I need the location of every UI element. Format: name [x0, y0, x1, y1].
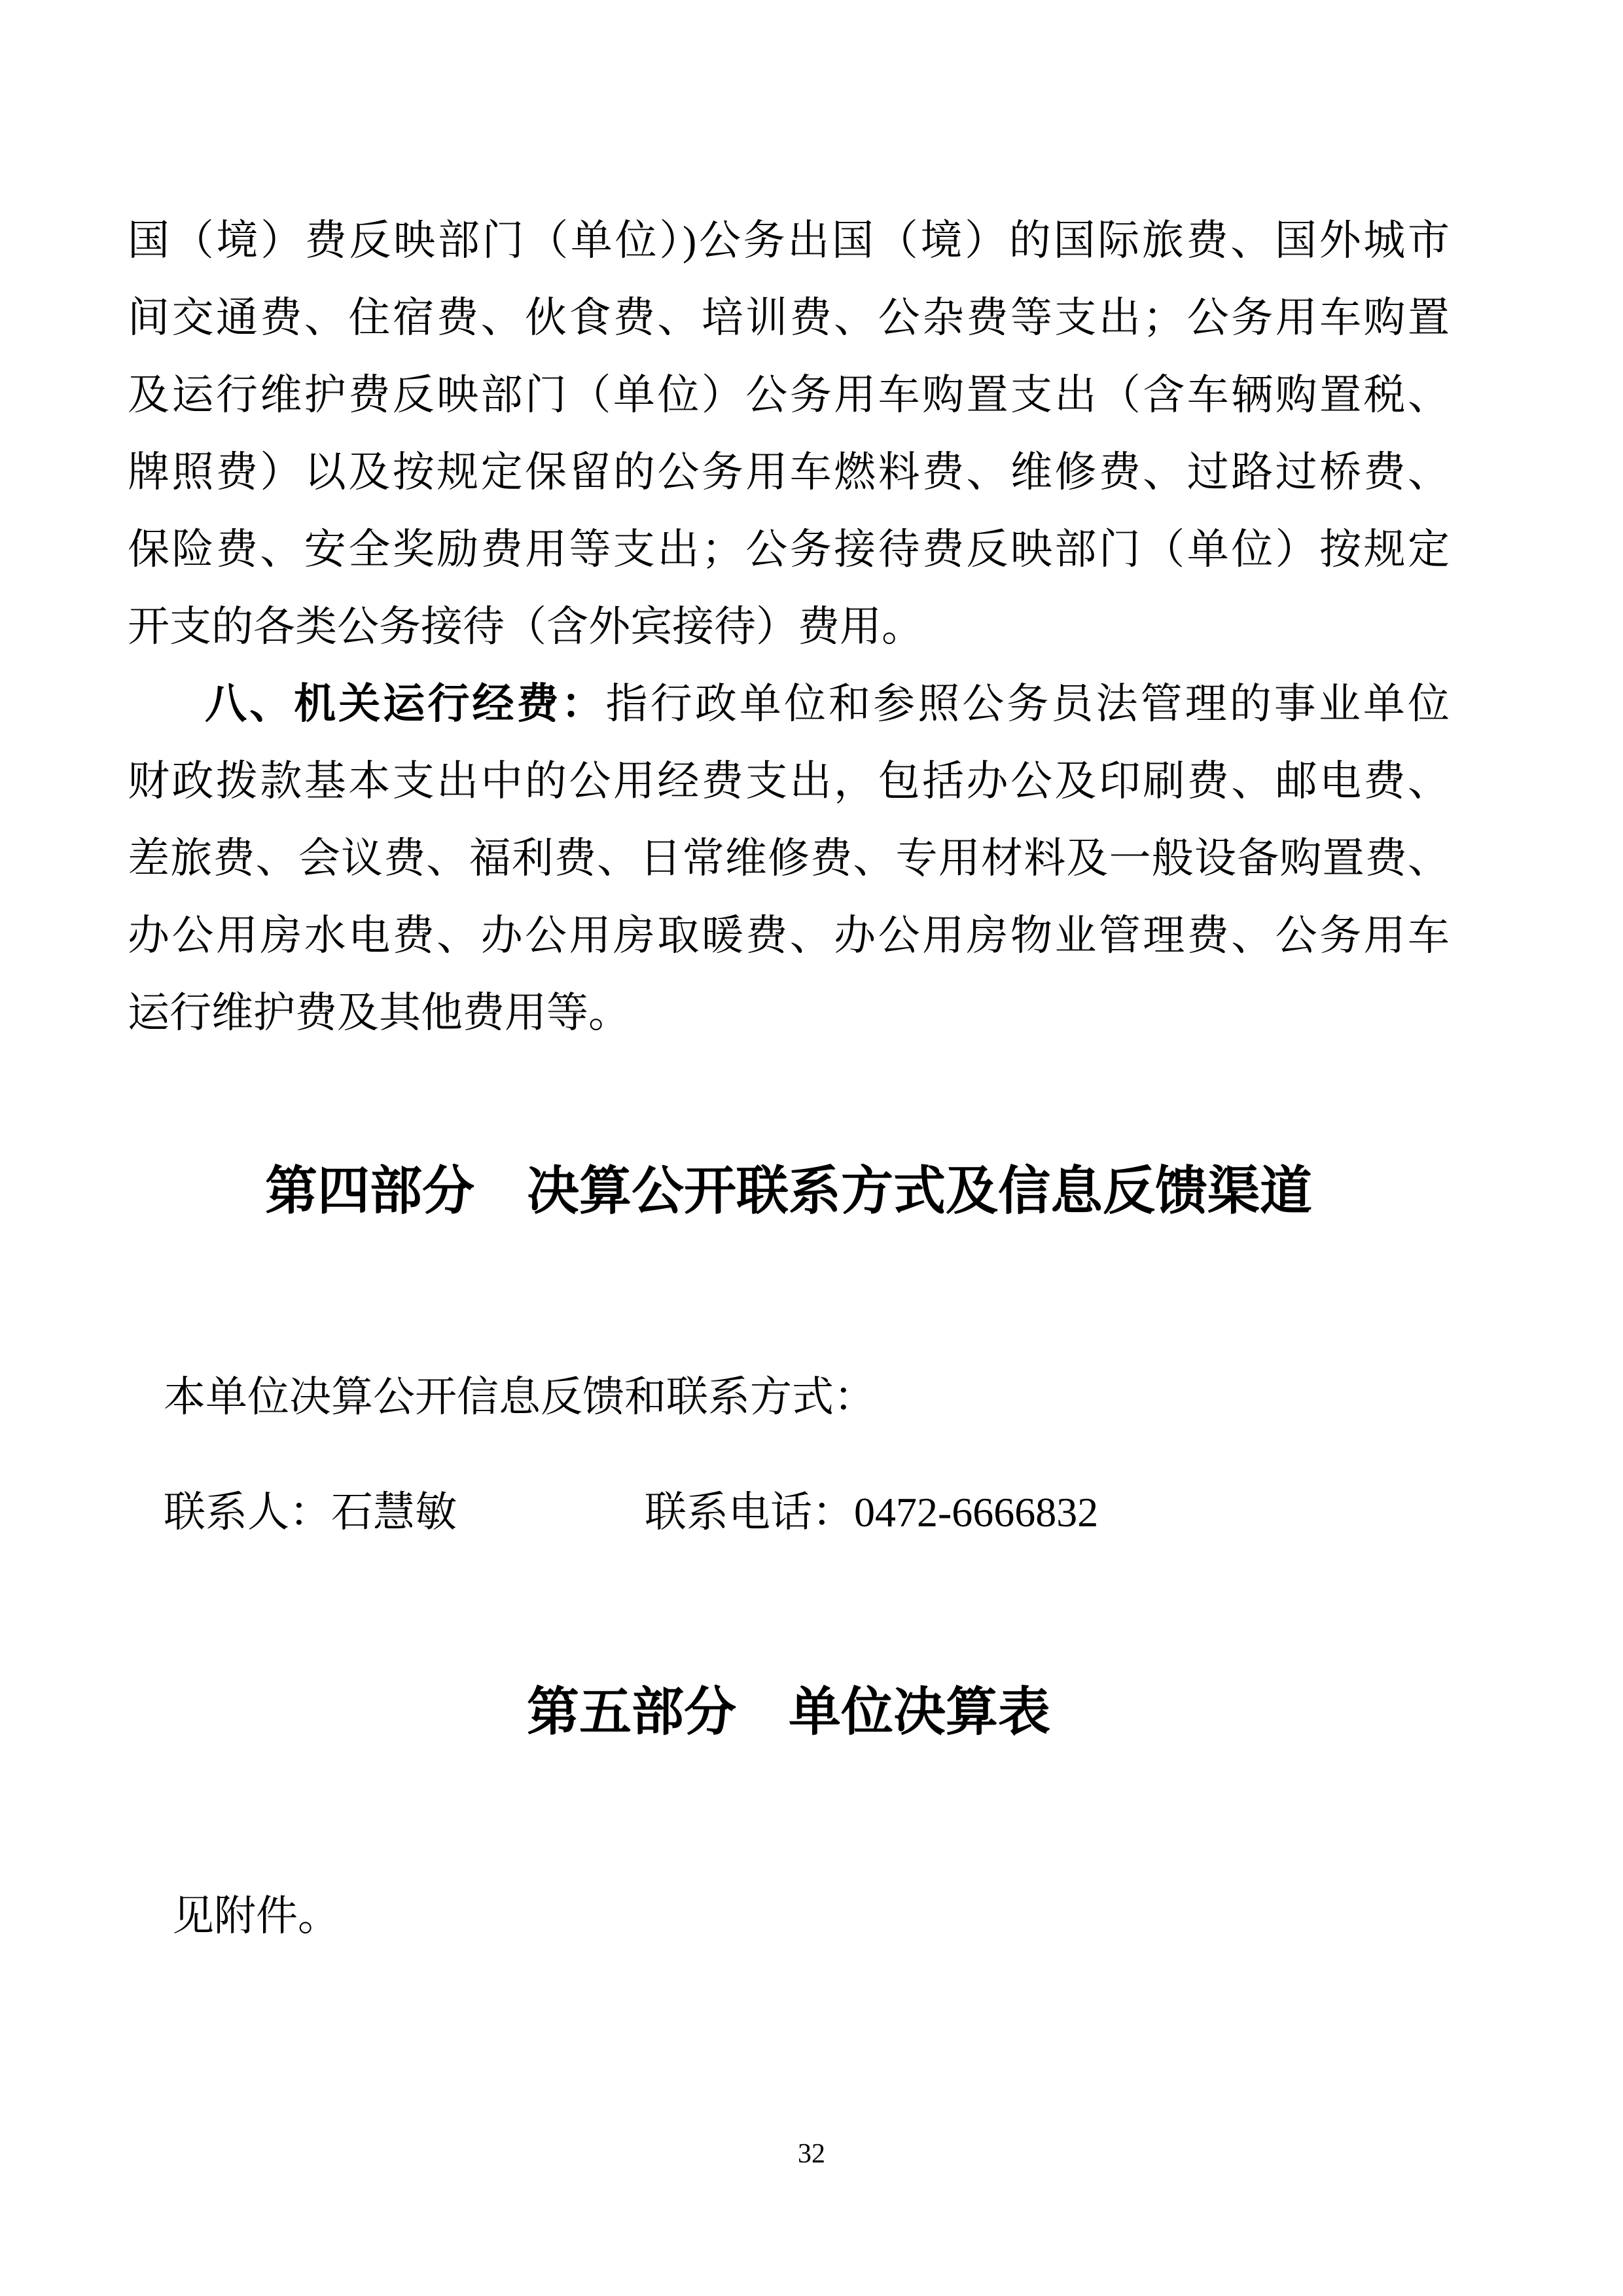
- body-line: [128, 666, 1450, 743]
- body-line: 牌照费）以及按规定保留的公务用车燃料费、维修费、过路过桥费、: [128, 449, 1450, 495]
- contact-person: 联系人：石慧敏: [164, 1489, 457, 1535]
- term-label: 八、机关运行经费：: [205, 681, 606, 727]
- page-number: 32: [798, 2139, 825, 2169]
- body-line: 及运行维护费反映部门（单位）公务用车购置支出（含车辆购置税、: [128, 372, 1450, 418]
- feedback-intro-line: 本单位决算公开信息反馈和联系方式：: [164, 1374, 876, 1420]
- attachment-note: 见附件。: [172, 1893, 340, 1939]
- section5-heading: 第五部分 单位决算表: [527, 1684, 1050, 1742]
- paragraph-expense-definitions: [128, 202, 1450, 666]
- contact-phone: 联系电话：0472-6666832: [645, 1489, 1099, 1535]
- contact-line: [128, 1474, 1450, 1551]
- section4-heading: 第四部分 决算公开联系方式及信息反馈渠道: [265, 1163, 1312, 1221]
- term-definition: 指行政单位和参照公务员法管理的事业单位: [605, 681, 1450, 727]
- body-line: 保险费、安全奖励费用等支出；公务接待费反映部门（单位）按规定: [128, 526, 1450, 573]
- body-line: 间交通费、住宿费、伙食费、培训费、公杂费等支出；公务用车购置: [128, 295, 1450, 341]
- body-line: 国（境）费反映部门（单位）)公务出国（境）的国际旅费、国外城市: [128, 217, 1450, 264]
- paragraph-operating-funds: [128, 666, 1450, 1052]
- document-content: [128, 0, 1450, 1955]
- body-line: 开支的各类公务接待（含外宾接待）费用。: [128, 603, 923, 650]
- body-line: 财政拨款基本支出中的公用经费支出，包括办公及印刷费、邮电费、: [128, 758, 1450, 804]
- body-line: 运行维护费及其他费用等。: [128, 990, 630, 1036]
- body-line: 办公用房水电费、办公用房取暖费、办公用房物业管理费、公务用车: [128, 912, 1450, 959]
- body-line: 差旅费、会议费、福利费、日常维修费、专用材料及一般设备购置费、: [128, 835, 1450, 882]
